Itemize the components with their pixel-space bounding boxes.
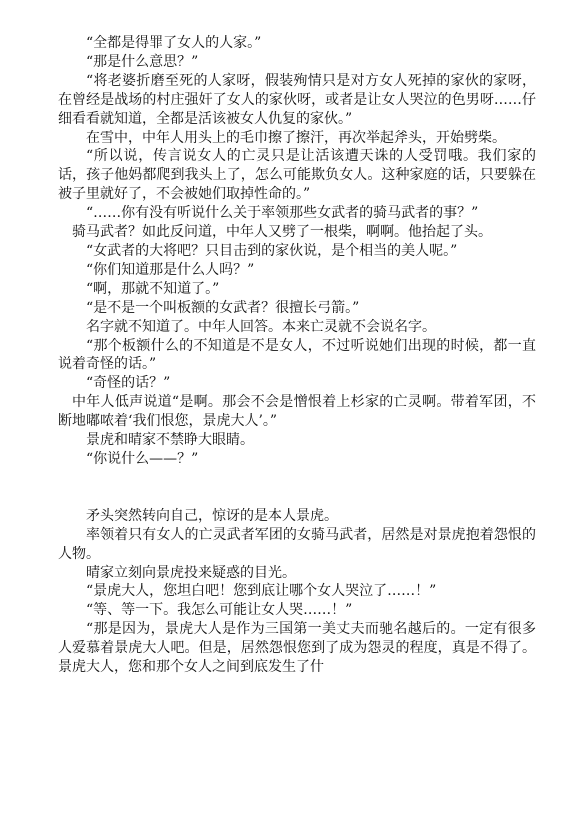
paragraph: “啊，那就不知道了。”	[86, 280, 220, 297]
paragraph: “全都是得罪了女人的人家。”	[86, 35, 262, 51]
paragraph: “那个板额什么的不知道是不是女人，不过听说她们出现的时候，都一直说着奇怪的话。”	[58, 337, 536, 373]
paragraph: “奇怪的话？”	[86, 375, 171, 392]
paragraph: 名字就不知道了。中年人回答。本来亡灵就不会说名字。	[86, 318, 436, 335]
paragraph: “是不是一个叫板额的女武者？很擅长弓箭。”	[86, 299, 360, 316]
paragraph: “你说什么——？”	[86, 450, 199, 467]
paragraph: “那是什么意思？”	[86, 53, 199, 70]
document-body	[58, 34, 536, 677]
paragraph: “将老婆折磨至死的人家呀，假装殉情只是对方女人死掉的家伙的家呀，在曾经是战场的村庄强奸了女人的家伙呀，或者是让女人哭泣的色男呀……仔细看看就知道，全都是活该被女人仇复的家伙。”	[58, 72, 536, 127]
paragraph: 矛头突然转向自己，惊讶的是本人景虎。	[86, 507, 338, 524]
paragraph: 在雪中，中年人用头上的毛巾擦了擦汗，再次举起斧头，开始劈柴。	[86, 129, 506, 146]
paragraph: “女武者的大将吧？只目击到的家伙说，是个相当的美人呢。”	[86, 242, 458, 259]
paragraph: “那是因为，景虎大人是作为三国第一美丈夫而驰名越后的。一定有很多人爱慕着景虎大人吧。但是，居然怨恨您到了成为怨灵的程度，真是不得了。景虎大人，您和那个女人之间到底发生了什	[58, 621, 536, 676]
paragraph: 骑马武者？如此反问道，中年人又劈了一根柴，啊啊。他抬起了头。	[72, 224, 492, 241]
paragraph: 景虎和晴家不禁睁大眼睛。	[86, 432, 254, 449]
paragraph: 率领着只有女人的亡灵武者军团的女骑马武者，居然是对景虎抱着怨恨的人物。	[58, 526, 536, 562]
paragraph: “等、等一下。我怎么可能让女人哭……！”	[86, 602, 353, 619]
paragraph: “你们知道那是什么人吗？”	[86, 261, 255, 278]
section-break	[58, 469, 536, 507]
paragraph: 中年人低声说道“是啊。那会不会是憎恨着上杉家的亡灵啊。带着军团，不断地嘟哝着‘我们恨您，景虎大人’。”	[58, 394, 536, 430]
paragraph: “所以说，传言说女人的亡灵只是让活该遭天诛的人受罚哦。我们家的话，孩子他妈都爬到我头上了，怎么可能欺负女人。这种家庭的话，只要躲在被子里就好了，不会被她们取掉性命的。”	[58, 148, 536, 203]
paragraph: “……你有没有听说什么关于率领那些女武者的骑马武者的事？”	[86, 205, 479, 222]
paragraph: “景虎大人，您坦白吧！您到底让哪个女人哭泣了……！”	[86, 583, 437, 600]
paragraph: 晴家立刻向景虎投来疑惑的目光。	[86, 564, 296, 581]
